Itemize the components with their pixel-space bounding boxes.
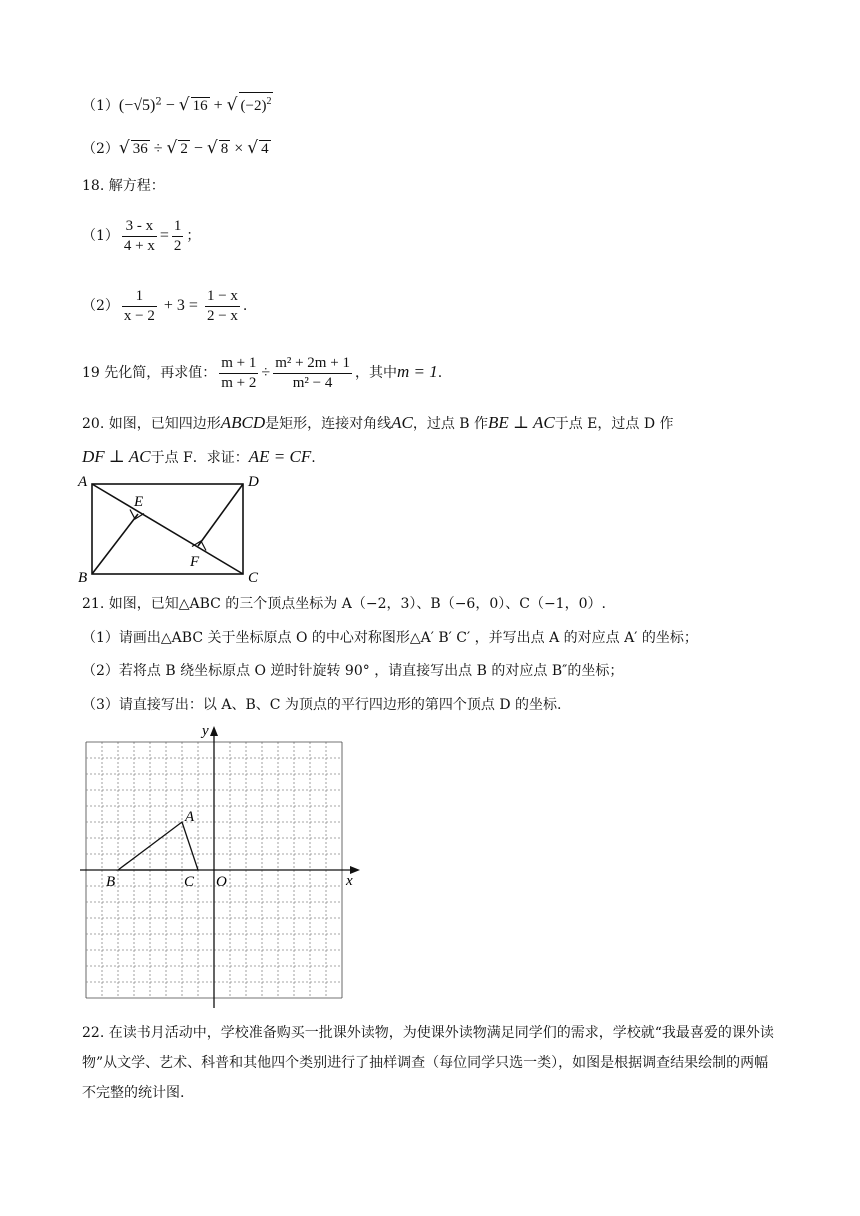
q20-abcd: ABCD — [220, 413, 266, 432]
q19-fraction2 — [273, 354, 352, 393]
q17-part1-square: 2 — [155, 96, 162, 108]
vertex-label-d: D — [248, 474, 259, 490]
y-axis-arrow-icon — [210, 726, 218, 736]
q17-part1-plus: + — [209, 97, 227, 114]
q19-tail: ，其中 — [354, 365, 397, 381]
q20-line1 — [82, 413, 674, 434]
q17-part2-minus: − — [189, 140, 207, 157]
x-axis-label: x — [346, 873, 353, 889]
q17-part2 — [82, 138, 271, 159]
q20-ae-eq-cf: AE = CF — [248, 447, 312, 466]
radical-icon: √ — [178, 95, 190, 115]
q20-text-e: 于点 F．求证： — [150, 450, 249, 466]
vertex-label-c: C — [248, 570, 259, 586]
q17-part1-inner-square: 2 — [266, 96, 272, 107]
q21-intro: 21. 如图，已知△ABC 的三个顶点坐标为 A（−2，3）、B（−6，0）、C（−1，0）. — [82, 596, 606, 612]
q20-end: . — [311, 450, 316, 466]
q18-part2 — [82, 286, 247, 326]
q18-part1-rhs — [172, 217, 184, 256]
q19-end: . — [437, 365, 443, 381]
q20-be-perp-ac: BE ⊥ AC — [488, 413, 555, 432]
q19-f2-den: m² − 4 — [292, 374, 333, 391]
q20-text-b: 是矩形，连接对角线 — [265, 416, 392, 432]
q17-part2-sqrt36: 36 — [132, 141, 148, 157]
vertex-label-a: A — [78, 474, 88, 490]
q18-part1-den: 4 + x — [123, 237, 155, 254]
q18-part1-end: ； — [186, 228, 201, 244]
q20-text-c: ，过点 B 作 — [412, 416, 489, 432]
q20-text-a: 20. 如图，已知四边形 — [82, 416, 221, 432]
q19-div: ÷ — [261, 364, 271, 381]
q18-part2-den: x − 2 — [123, 307, 155, 324]
point-label-e: E — [134, 494, 144, 510]
q19-condition: m = 1 — [396, 362, 438, 381]
origin-label: O — [216, 874, 227, 890]
q18-part1-label: （1） — [82, 228, 119, 244]
q17-part2-div: ÷ — [149, 140, 167, 157]
q18-part1-rnum: 1 — [172, 217, 184, 237]
q18-part2-plus3: + 3 = — [163, 297, 198, 314]
q21-step2: （2）若将点 B 绕坐标原点 O 逆时针旋转 90° ，请直接写出点 B 的对应点 B″的坐标； — [82, 663, 624, 679]
radical-icon: √ — [247, 138, 259, 158]
q20-text-d: 于点 E，过点 D 作 — [554, 416, 674, 432]
q21-step3: （3）请直接写出：以 A、B、C 为顶点的平行四边形的第四个顶点 D 的坐标. — [82, 697, 562, 713]
radical-icon: √ — [206, 138, 218, 158]
q21-step1: （1）请画出△ABC 关于坐标原点 O 的中心对称图形△A′ B′ C′ ，并写出点 A 的对应点 A′ 的坐标； — [82, 630, 698, 646]
q18-part2-num: 1 — [122, 287, 157, 307]
q18-part1-fraction — [122, 217, 157, 256]
q17-part1 — [82, 92, 273, 116]
q19 — [82, 352, 442, 393]
radical-icon: √ — [166, 138, 178, 158]
q18-part2-end: . — [242, 298, 248, 314]
q19-fraction1 — [219, 354, 258, 393]
q17-part2-sqrt2: 2 — [180, 141, 188, 157]
q20-ac: AC — [391, 413, 413, 432]
q17-part1-term-a: (−√5) — [118, 97, 156, 114]
q19-f2-num: m² + 2m + 1 — [273, 354, 352, 374]
point-label-b: B — [106, 874, 116, 890]
y-axis-label: y — [202, 723, 209, 739]
q17-part2-sqrt4: 4 — [261, 141, 269, 157]
q18-part1-num: 3 - x — [122, 217, 157, 237]
q18-part2-label: （2） — [82, 298, 119, 314]
q17-part2-label: （2） — [82, 141, 119, 157]
q18-part1-eq: = — [159, 227, 169, 244]
q20-df-perp-ac: DF ⊥ AC — [82, 447, 151, 466]
radical-icon: √ — [226, 95, 238, 115]
triangle-abc — [118, 822, 198, 870]
point-label-f: F — [190, 554, 200, 570]
q17-part1-inner: (−2) — [240, 98, 267, 114]
q19-lead: 19 先化简，再求值： — [82, 365, 217, 381]
q18-part1 — [82, 216, 200, 256]
q18-title: 18. 解方程： — [82, 178, 165, 194]
point-label-c: C — [184, 874, 195, 890]
q18-part2-rhs — [205, 287, 240, 326]
q22-text: 22. 在读书月活动中，学校准备购买一批课外读物，为使课外读物满足同学们的需求，学校就“我最喜爱的课外读物”从文学、艺术、科普和其他四个类别进行了抽样调查（每位同学只选一类），如图是根据调查结果绘制的两幅不完整的统计图. — [82, 1025, 774, 1101]
q18-part1-rden: 2 — [173, 237, 182, 254]
q20-line2 — [82, 447, 316, 468]
vertex-label-b: B — [78, 570, 88, 586]
q17-part1-minus: − — [161, 97, 179, 114]
q18-part2-rnum: 1 − x — [205, 287, 240, 307]
q19-f1-den: m + 2 — [221, 374, 257, 391]
rectangle-diagram — [76, 472, 266, 586]
point-label-a: A — [185, 809, 195, 825]
q19-f1-num: m + 1 — [219, 354, 258, 374]
radical-icon: √ — [118, 138, 130, 158]
q17-part1-label: （1） — [82, 98, 119, 114]
q17-part2-sqrt8: 8 — [220, 141, 229, 157]
q17-part2-times: × — [230, 140, 248, 157]
q18-part2-rden: 2 − x — [206, 307, 238, 324]
q18-part2-fraction — [122, 287, 157, 326]
q17-part1-sqrt16: 16 — [192, 98, 208, 114]
coordinate-grid — [78, 720, 368, 1010]
